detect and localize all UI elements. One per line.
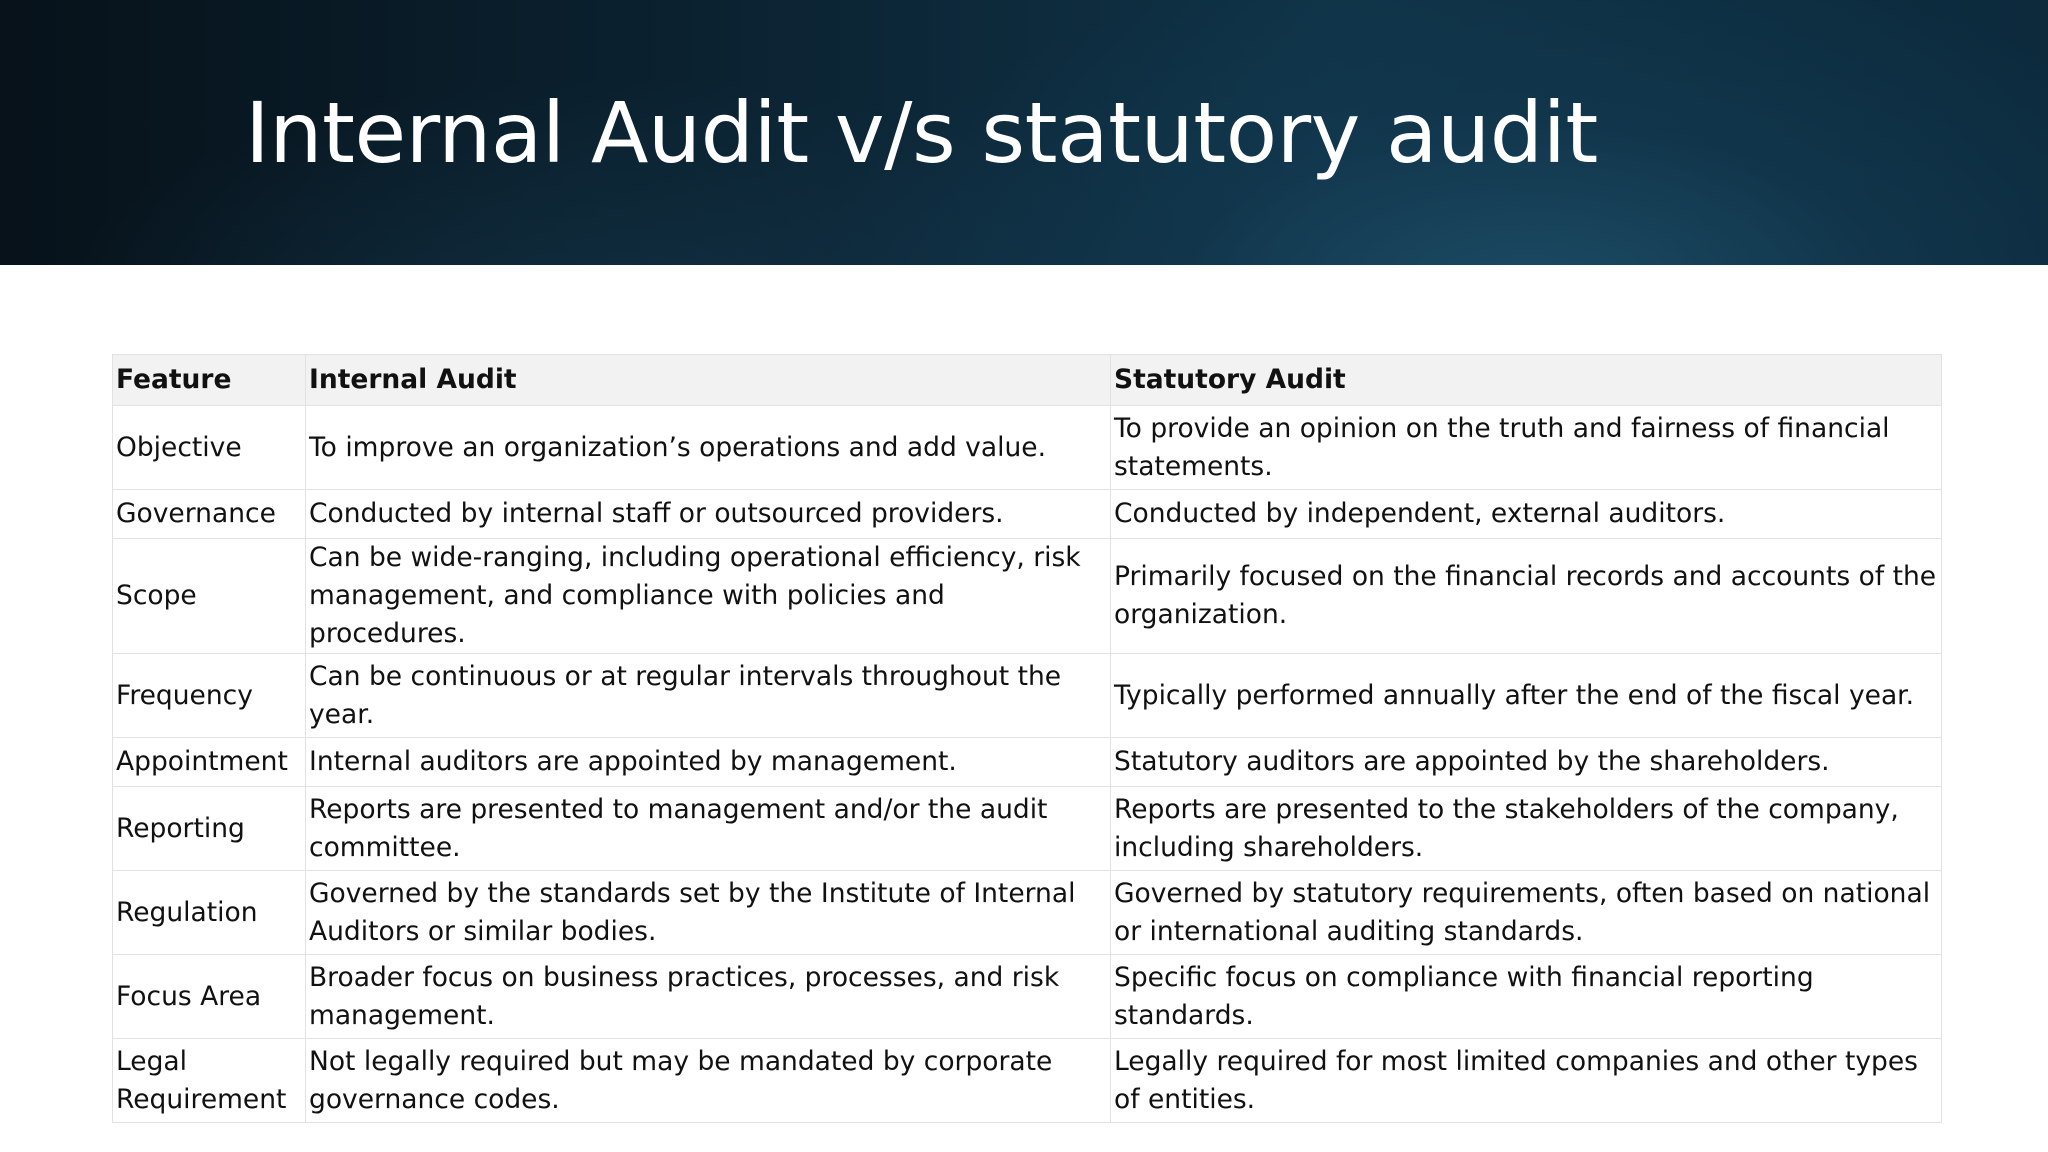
statutory-audit-cell: Legally required for most limited companies and other types of entities. xyxy=(1111,1039,1942,1123)
table-row xyxy=(113,654,1942,738)
internal-audit-cell: To improve an organization’s operations and add value. xyxy=(306,406,1111,490)
feature-cell: Scope xyxy=(113,539,306,654)
internal-audit-cell: Governed by the standards set by the Institute of Internal Auditors or similar bodies. xyxy=(306,871,1111,955)
feature-cell: Regulation xyxy=(113,871,306,955)
feature-cell: Frequency xyxy=(113,654,306,738)
statutory-audit-cell: Reports are presented to the stakeholders of the company, including shareholders. xyxy=(1111,787,1942,871)
statutory-audit-cell: Typically performed annually after the end of the fiscal year. xyxy=(1111,654,1942,738)
feature-cell: Focus Area xyxy=(113,955,306,1039)
table-header-row xyxy=(113,355,1942,406)
table-row xyxy=(113,871,1942,955)
internal-audit-cell: Can be continuous or at regular intervals throughout the year. xyxy=(306,654,1111,738)
title-banner xyxy=(0,0,2048,265)
statutory-audit-cell: Governed by statutory requirements, often based on national or international auditing standards. xyxy=(1111,871,1942,955)
statutory-audit-cell: To provide an opinion on the truth and fairness of financial statements. xyxy=(1111,406,1942,490)
comparison-table xyxy=(112,354,1942,1123)
internal-audit-cell: Not legally required but may be mandated by corporate governance codes. xyxy=(306,1039,1111,1123)
table-row xyxy=(113,490,1942,539)
feature-cell: Governance xyxy=(113,490,306,539)
feature-cell: Objective xyxy=(113,406,306,490)
feature-cell: Reporting xyxy=(113,787,306,871)
table-row xyxy=(113,406,1942,490)
internal-audit-cell: Reports are presented to management and/or the audit committee. xyxy=(306,787,1111,871)
internal-audit-cell: Broader focus on business practices, processes, and risk management. xyxy=(306,955,1111,1039)
feature-cell: Legal Requirement xyxy=(113,1039,306,1123)
slide-title: Internal Audit v/s statutory audit xyxy=(245,84,1598,182)
statutory-audit-cell: Specific focus on compliance with financial reporting standards. xyxy=(1111,955,1942,1039)
table-row xyxy=(113,1039,1942,1123)
feature-cell: Appointment xyxy=(113,738,306,787)
internal-audit-cell: Can be wide-ranging, including operational efficiency, risk management, and compliance with policies and procedures. xyxy=(306,539,1111,654)
internal-audit-cell: Internal auditors are appointed by management. xyxy=(306,738,1111,787)
header-feature: Feature xyxy=(113,355,306,406)
statutory-audit-cell: Conducted by independent, external auditors. xyxy=(1111,490,1942,539)
internal-audit-cell: Conducted by internal staff or outsourced providers. xyxy=(306,490,1111,539)
table-row xyxy=(113,787,1942,871)
header-statutory-audit: Statutory Audit xyxy=(1111,355,1942,406)
statutory-audit-cell: Primarily focused on the financial records and accounts of the organization. xyxy=(1111,539,1942,654)
table-row xyxy=(113,539,1942,654)
table-row xyxy=(113,955,1942,1039)
statutory-audit-cell: Statutory auditors are appointed by the shareholders. xyxy=(1111,738,1942,787)
header-internal-audit: Internal Audit xyxy=(306,355,1111,406)
table-row xyxy=(113,738,1942,787)
